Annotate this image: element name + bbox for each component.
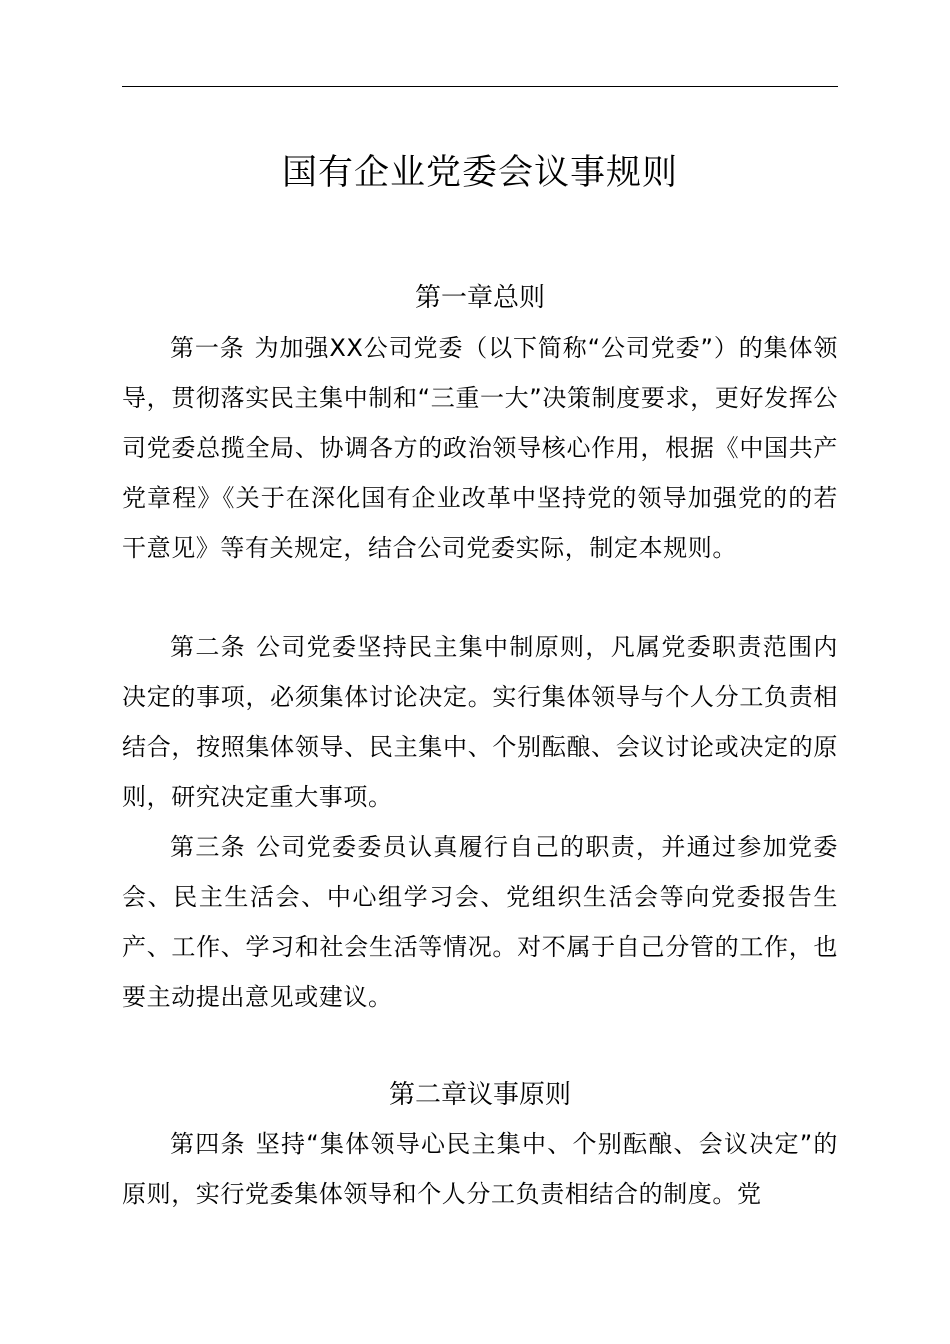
chapter-heading-1: 第一章总则 — [414, 283, 545, 313]
article-text: 坚持“集体领导心民主集中、个别酝酿、会议决定”的原则，实行党委集体领导和个人分工负责相结合的制度。党 — [122, 1130, 839, 1208]
article-4 — [122, 1119, 838, 1219]
article-text: 公司党委委员认真履行自己的职责，并通过参加党委会、民主生活会、中心组学习会、党组织生活会等向党委报告生产、工作、学习和社会生活等情况。对不属于自己分管的工作，也要主动提出意见或建议。 — [122, 833, 838, 1011]
article-text: 为加强XX公司党委（以下简称“公司党委”）的集体领导，贯彻落实民主集中制和“三重一大”决策制度要求，更好发挥公司党委总揽全局、协调各方的政治领导核心作用，根据《中国共产党章程》《关于在深化国有企业改革中坚持党的领导加强党的的若干意见》等有关规定，结合公司党委实际，制定本规则。 — [122, 334, 838, 562]
article-label: 第一条 — [170, 334, 245, 362]
article-1 — [122, 323, 838, 573]
chapter-heading-2: 第二章议事原则 — [388, 1080, 571, 1110]
article-3 — [122, 822, 838, 1022]
header-rule — [122, 86, 838, 87]
article-label: 第二条 — [170, 633, 247, 661]
article-2 — [122, 622, 838, 822]
document-title: 国有企业党委会议事规则 — [281, 153, 678, 193]
article-label: 第三条 — [170, 833, 247, 861]
article-label: 第四条 — [170, 1130, 246, 1158]
article-text: 公司党委坚持民主集中制原则，凡属党委职责范围内决定的事项，必须集体讨论决定。实行集体领导与个人分工负责相结合，按照集体领导、民主集中、个别酝酿、会议讨论或决定的原则，研究决定重大事项。 — [122, 633, 838, 811]
